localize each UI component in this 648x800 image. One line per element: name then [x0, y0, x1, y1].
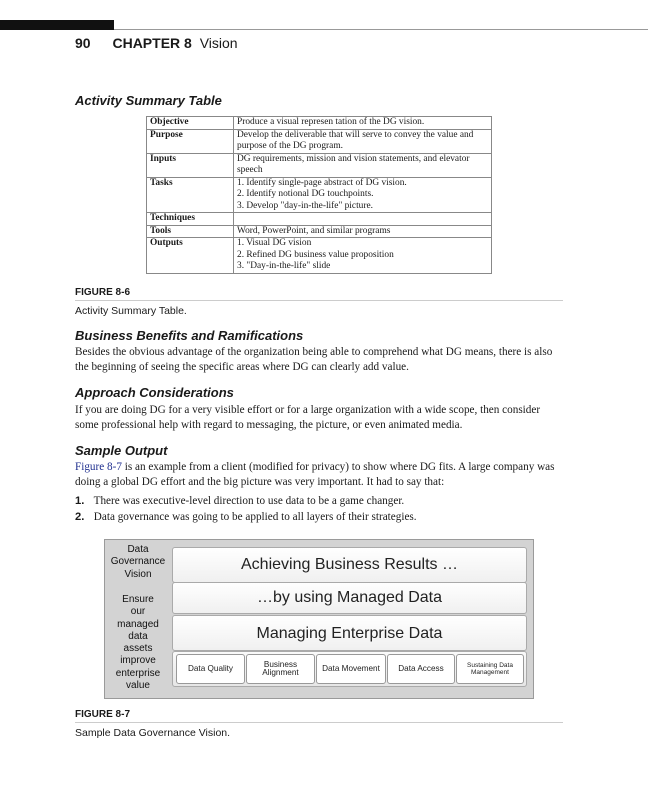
- tools-value: Word, PowerPoint, and similar programs: [234, 225, 492, 238]
- figure-8-7-caption: Sample Data Governance Vision.: [75, 727, 231, 739]
- figure-8-6-label: FIGURE 8-6: [75, 287, 131, 298]
- output-item: 1. Visual DG vision: [237, 238, 312, 248]
- figure-rule: [75, 300, 563, 301]
- diagram-left-line: data: [128, 630, 148, 642]
- list-item: [75, 493, 417, 509]
- diagram-bar-business-results: Achieving Business Results …: [172, 547, 527, 583]
- objective-label: Objective: [147, 117, 234, 130]
- dg-vision-diagram: [104, 539, 534, 699]
- benefits-heading: Business Benefits and Ramifications: [75, 328, 304, 343]
- diagram-bar-managed-data: …by using Managed Data: [172, 582, 527, 614]
- sample-output-body: is an example from a client (modified for privacy) to show where DG fits. A large company was doing a global DG effort and the big picture was very important. It had to say that:: [75, 461, 555, 488]
- diagram-left-title: [107, 544, 169, 581]
- task-item: 3. Develop "day-in-the-life" picture.: [237, 200, 373, 211]
- diagram-capabilities-row: [172, 651, 527, 687]
- diagram-left-line: assets: [123, 643, 153, 655]
- tasks-label: Tasks: [147, 177, 234, 213]
- chapter-title: Vision: [199, 35, 238, 51]
- diagram-left-line: managed: [117, 618, 159, 630]
- diagram-cell-sustaining-data-management: Sustaining Data Management: [456, 654, 524, 684]
- diagram-left-statement: [107, 594, 169, 692]
- table-row: [147, 177, 492, 213]
- diagram-cell-data-access: Data Access: [387, 654, 455, 684]
- sample-output-heading: Sample Output: [75, 443, 168, 458]
- header-rule: [114, 29, 648, 30]
- running-header: [75, 35, 238, 51]
- page-number: 90: [75, 35, 91, 51]
- techniques-label: Techniques: [147, 213, 234, 226]
- approach-heading: Approach Considerations: [75, 385, 234, 400]
- activity-summary-heading: Activity Summary Table: [75, 93, 222, 108]
- figure-8-6-caption: Activity Summary Table.: [75, 305, 187, 317]
- header-black-bar: [0, 20, 114, 30]
- purpose-label: Purpose: [147, 129, 234, 153]
- diagram-bar-managing-enterprise-data: Managing Enterprise Data: [172, 615, 527, 651]
- outputs-label: Outputs: [147, 238, 234, 274]
- diagram-left-line: Governance: [110, 556, 166, 568]
- figure-rule: [75, 722, 563, 723]
- table-row: [147, 153, 492, 177]
- output-item: 2. Refined DG business value proposition: [237, 249, 394, 260]
- diagram-left-line: improve: [120, 655, 156, 667]
- numbered-list: [75, 493, 417, 525]
- table-row: [147, 238, 492, 274]
- task-item: 1. Identify single-page abstract of DG vision.: [237, 177, 407, 188]
- list-text: There was executive-level direction to use data to be a game changer.: [93, 495, 405, 507]
- techniques-value: [234, 213, 492, 226]
- table-row: [147, 129, 492, 153]
- inputs-label: Inputs: [147, 153, 234, 177]
- task-item: 2. Identify notional DG touchpoints.: [237, 189, 374, 199]
- chapter-label: CHAPTER 8: [112, 35, 192, 51]
- figure-8-7-link[interactable]: Figure 8-7: [75, 461, 122, 473]
- tools-label: Tools: [147, 225, 234, 238]
- diagram-left-line: Ensure: [122, 594, 154, 605]
- figure-8-7-label: FIGURE 8-7: [75, 709, 131, 720]
- outputs-value: [234, 238, 492, 274]
- diagram-cell-data-quality: Data Quality: [176, 654, 245, 684]
- diagram-cell-data-movement: Data Movement: [316, 654, 386, 684]
- activity-summary-table: [146, 116, 492, 274]
- output-item: 3. "Day-in-the-life" slide: [237, 261, 331, 271]
- diagram-left-line: our: [130, 606, 146, 618]
- objective-value: Produce a visual represen tation of the DG vision.: [234, 117, 492, 130]
- tasks-value: [234, 177, 492, 213]
- list-number: 2.: [75, 511, 85, 523]
- table-row: [147, 213, 492, 226]
- diagram-left-line: value: [126, 680, 150, 692]
- diagram-left-line: enterprise: [115, 667, 161, 679]
- purpose-value: Develop the deliverable that will serve to convey the value and purpose of the DG program.: [234, 129, 492, 153]
- diagram-cell-business-alignment: Business Alignment: [246, 654, 315, 684]
- diagram-left-line: Data: [127, 544, 149, 555]
- list-number: 1.: [75, 495, 85, 507]
- list-item: [75, 509, 417, 525]
- inputs-value: DG requirements, mission and vision statements, and elevator speech: [234, 153, 492, 177]
- benefits-text: Besides the obvious advantage of the organization being able to comprehend what DG means, there is also the beginning of seeing the specific areas where DG can clearly add value.: [75, 346, 553, 373]
- table-row: [147, 117, 492, 130]
- sample-output-text: [75, 460, 565, 490]
- approach-text: If you are doing DG for a very visible effort or for a large organization with a wide scope, then consider some professional help with regard to messaging, the picture, or even animated media.: [75, 404, 541, 431]
- table-row: [147, 225, 492, 238]
- diagram-left-line: Vision: [124, 568, 152, 580]
- list-text: Data governance was going to be applied to all layers of their strategies.: [93, 511, 417, 523]
